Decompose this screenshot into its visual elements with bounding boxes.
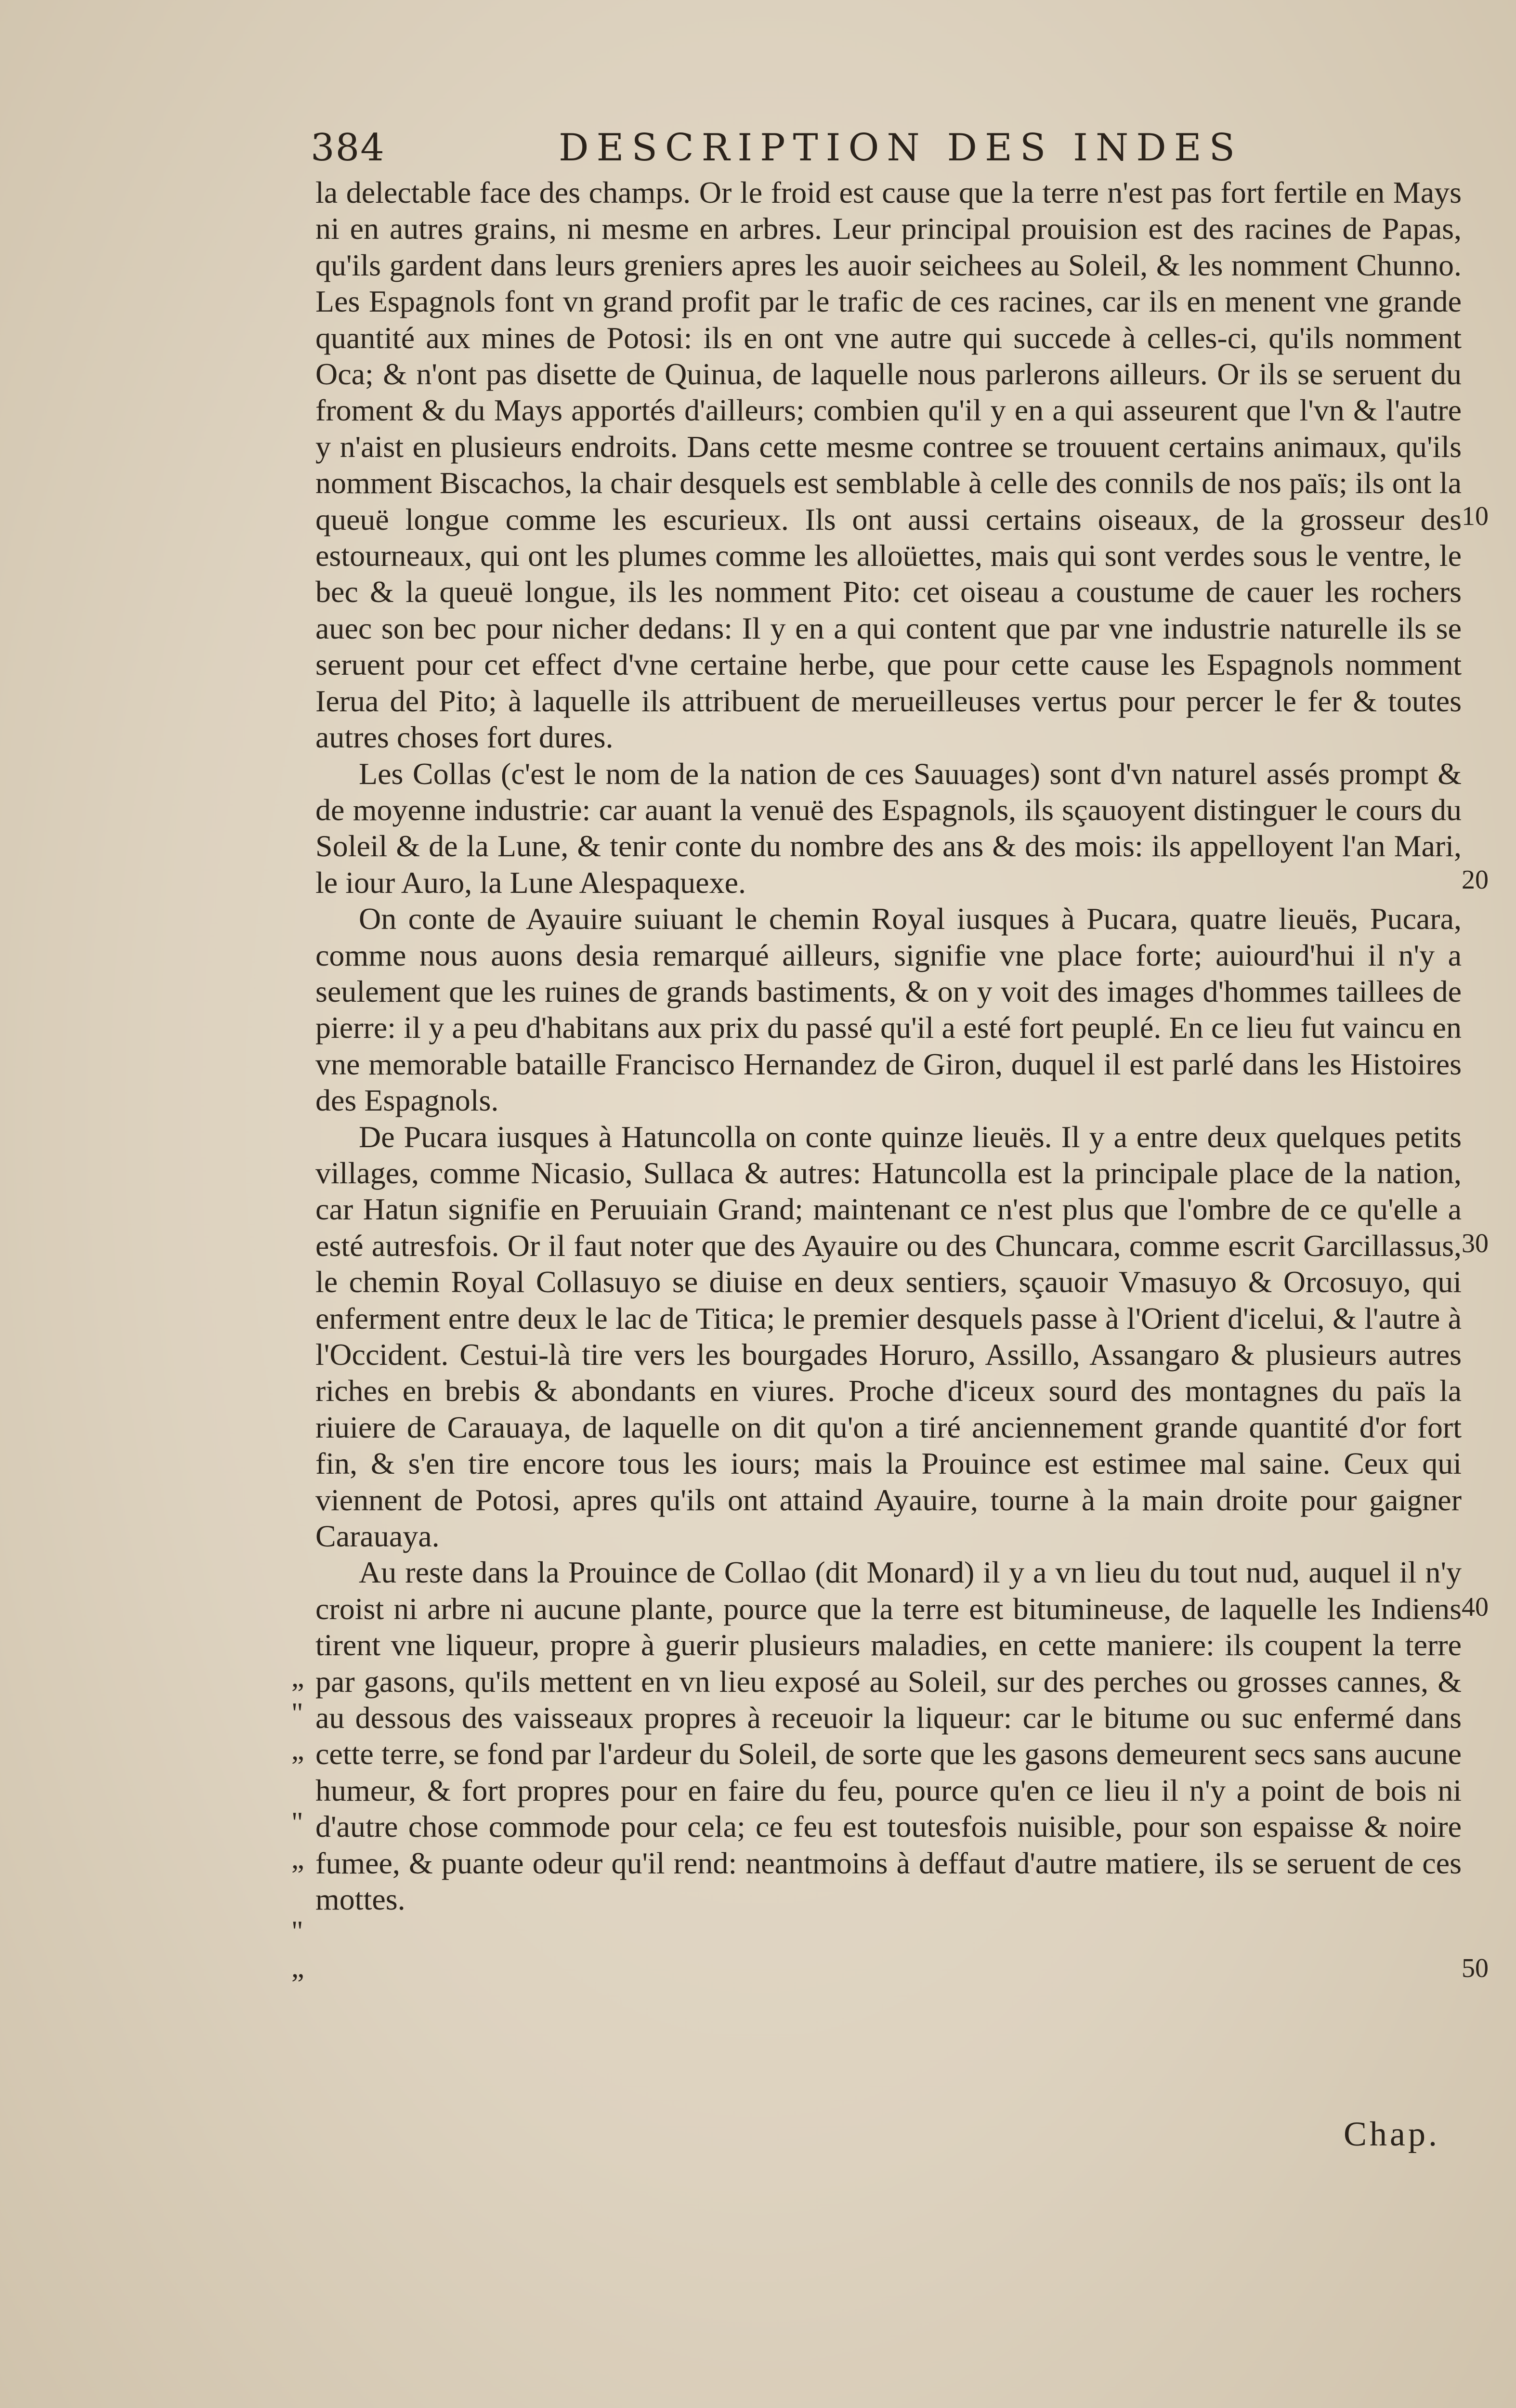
line-number: 20 <box>1462 865 1489 895</box>
quote-mark: " <box>291 1806 303 1838</box>
line-number: 30 <box>1462 1229 1489 1258</box>
quote-mark <box>291 1768 315 1804</box>
quote-mark: " <box>291 1915 303 1947</box>
line-number: 50 <box>1462 1953 1489 1983</box>
running-head <box>0 126 1516 179</box>
quote-mark: „ <box>291 1951 304 1984</box>
line-number: 40 <box>1462 1592 1489 1622</box>
page-number: 384 <box>311 126 385 170</box>
quote-mark: " <box>291 1697 303 1729</box>
quoted-paragraph: Au reste dans la Prouince de Collao (dit Monard) il y a vn lieu du tout nud, auquel il n'y croist ni arbre ni aucune plante, pource que la terre est bitumineuse, de laquelle les Indiens tirent vne liqueur, propre à guerir plusieurs maladies, en cette maniere: ils coupent la terre par gasons, qu'ils mettent en vn lieu exposé au Soleil, sur des perches ou grosses cannes, & au dessous des vaisseaux propres à receuoir la liqueur: car le bitume ou suc enfermé dans cette terre, se fond par l'ardeur du Soleil, de sorte que les gasons demeurent secs sans aucune humeur, & fort propres pour en faire du feu, pource qu'en ce lieu il n'y a point de bois ni d'autre chose commode pour cela; ce feu est toutesfois nuisible, pour son espaisse & noire fumee, & puante odeur qu'il rend: neantmoins à deffaut d'autre matiere, ils se seruent de ces mottes. <box>315 1555 1462 1917</box>
line-number: 10 <box>1462 501 1489 531</box>
catchword: Chap. <box>1344 2115 1440 2153</box>
text-body <box>315 174 1462 1918</box>
quote-mark <box>291 1877 315 1913</box>
quote-mark: „ <box>291 1842 304 1874</box>
marginal-quote-marks <box>291 1659 315 1986</box>
running-title: DESCRIPTION DES INDES <box>559 126 1243 170</box>
quote-mark: „ <box>291 1733 304 1766</box>
paragraph: On conte de Ayauire suiuant le chemin Royal iusques à Pucara, quatre lieuës, Pucara, comme nous auons desia remarqué ailleurs, signifie vne place forte; auiourd'hui il n'y a seulement que les ruines de grands bastiments, & on y voit des images d'hommes taillees de pierre: il y a peu d'habitans aux prix du passé qu'il a esté fort peuplé. En ce lieu fut vaincu en vne memorable bataille Francisco Hernandez de Giron, duquel il est parlé dans les Histoires des Espagnols. <box>315 902 1462 1118</box>
paragraph: Les Collas (c'est le nom de la nation de ces Sauuages) sont d'vn naturel assés prompt & de moyenne industrie: car auant la venuë des Espagnols, ils sçauoyent distinguer le cours du Soleil & de la Lune, & tenir conte du nombre des ans & des mois: ils appelloyent l'an Mari, le iour Auro, la Lune Alespaquexe. <box>315 756 1462 900</box>
paragraph: De Pucara iusques à Hatuncolla on conte quinze lieuës. Il y a entre deux quelques petits villages, comme Nicasio, Sullaca & autres: Hatuncolla est la principale place de la nation, car Hatun signifie en Peruuiain Grand; maintenant ce n'est plus que l'ombre de ce qu'elle a esté autresfois. Or il faut noter que des Ayauire ou des Chuncara, comme escrit Garcillassus, le chemin Royal Collasuyo se diuise en deux sentiers, sçauoir Vmasuyo & Orcosuyo, qui enferment entre deux le lac de Titica; le premier desquels passe à l'Orient d'icelui, & l'autre à l'Occident. Cestui-là tire vers les bourgades Horuro, Assillo, Assangaro & plusieurs autres riches en brebis & abondants en viures. Proche d'iceux sourd des montagnes du païs la riuiere de Carauaya, de laquelle on dit qu'on a tiré anciennement grande quantité d'or fort fin, & s'en tire encore tous les iours; mais la Prouince est estimee mal saine. Ceux qui viennent de Potosi, apres qu'ils ont attaind Ayauire, tourne à la main droite pour gaigner Carauaya. <box>315 1119 1462 1554</box>
paragraph: la delectable face des champs. Or le froid est cause que la terre n'est pas fort fertile en Mays ni en autres grains, ni mesme en arbres. Leur principal prouision est des racines de Papas, qu'ils gardent dans leurs greniers apres les auoir seichees au Soleil, & les nomment Chunno. Les Espagnols font vn grand profit par le trafic de ces racines, car ils en menent vne grande quantité aux mines de Potosi: ils en ont vne autre qui succede à celles-ci, qu'ils nomment Oca; & n'ont pas disette de Quinua, de laquelle nous parlerons ailleurs. Or ils se seruent du froment & du Mays apportés d'ailleurs; combien qu'il y en a qui asseurent que l'vn & l'autre y n'aist en plusieurs endroits. Dans cette mesme contree se trouuent certains animaux, qu'ils nomment Biscachos, la chair desquels est semblable à celle des connils de nos païs; ils ont la queuë longue comme les escurieux. Ils ont aussi certains oiseaux, de la grosseur des estourneaux, qui ont les plumes comme les alloüettes, mais qui sont verdes sous le ventre, le bec & la queuë longue, ils les nomment Pito: cet oiseau a coustume de cauer les rochers auec son bec pour nicher dedans: Il y en a qui content que par vne industrie naturelle ils se seruent pour cet effect d'vne certaine herbe, que pour cette cause les Espagnols nomment Ierua del Pito; à laquelle ils attribuent de merueilleuses vertus pour percer le fer & toutes autres choses fort dures. <box>315 175 1462 755</box>
quote-mark: „ <box>291 1661 304 1693</box>
